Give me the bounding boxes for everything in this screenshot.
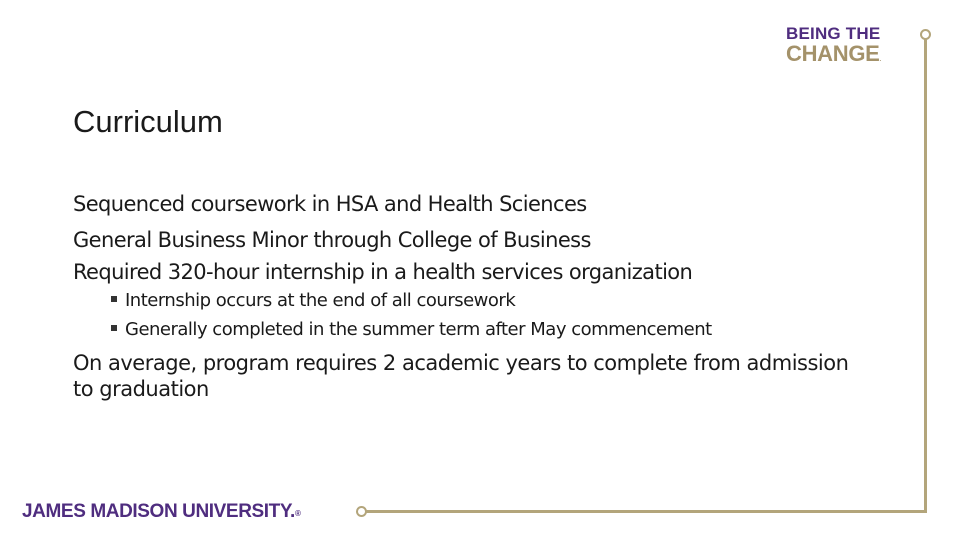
brand-line-2-text: CHANGE bbox=[786, 41, 880, 66]
brand-line-1: BEING THE bbox=[786, 24, 881, 43]
jmu-wordmark-text: JAMES MADISON UNIVERSITY. bbox=[22, 501, 295, 522]
frame-endpoint-left-icon bbox=[356, 506, 367, 517]
subpoint-2 bbox=[111, 315, 893, 344]
subpoint-1-text: Internship occurs at the end of all coursework bbox=[125, 290, 516, 311]
being-the-change-logo bbox=[786, 25, 881, 65]
slide-title: Curriculum bbox=[73, 104, 223, 139]
frame-horizontal-line bbox=[366, 510, 927, 513]
frame-endpoint-top-icon bbox=[920, 29, 931, 40]
subpoint-1 bbox=[111, 286, 893, 315]
point-1: Sequenced coursework in HSA and Health Sciences bbox=[73, 192, 587, 216]
subpoint-list bbox=[111, 286, 893, 344]
point-2: General Business Minor through College of Business bbox=[73, 228, 591, 252]
brand-line-2 bbox=[786, 43, 881, 65]
jmu-wordmark-logo bbox=[22, 501, 300, 523]
brand-mark: . bbox=[879, 57, 882, 63]
frame-vertical-line bbox=[924, 39, 927, 513]
subpoint-2-text: Generally completed in the summer term after May commencement bbox=[125, 319, 712, 340]
square-bullet-icon bbox=[111, 325, 117, 331]
slide-body bbox=[73, 186, 893, 402]
closing-point: On average, program requires 2 academic years to complete from admission to graduation bbox=[73, 351, 849, 401]
registered-mark: ® bbox=[294, 509, 301, 518]
square-bullet-icon bbox=[111, 296, 117, 302]
point-3: Required 320-hour internship in a health services organization bbox=[73, 260, 693, 284]
